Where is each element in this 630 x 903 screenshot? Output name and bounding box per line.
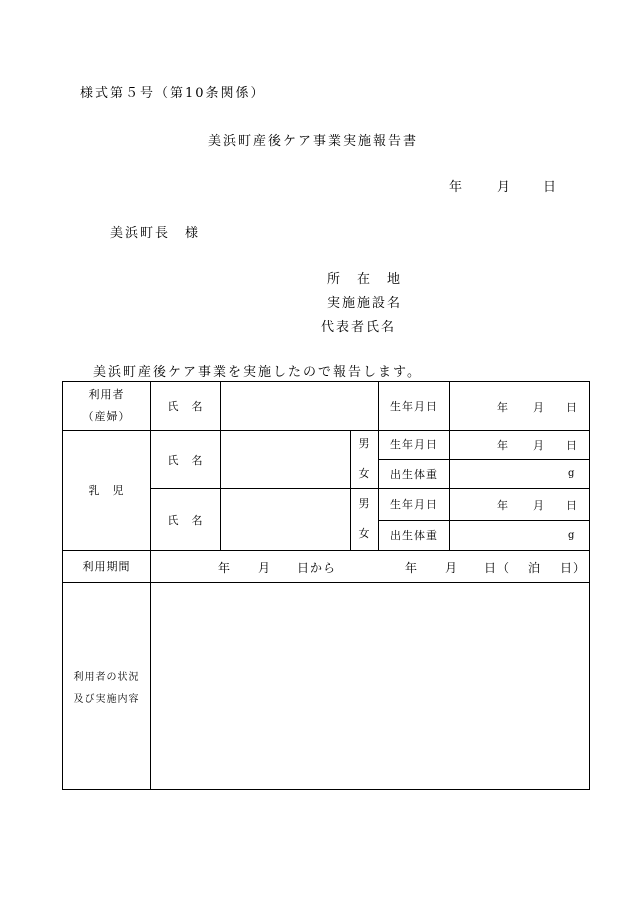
infant1-birth-month: 月 xyxy=(533,439,545,452)
period-from-month: 月 xyxy=(258,561,272,575)
infant1-name-label: 氏 名 xyxy=(167,454,204,467)
infant2-name-label: 氏 名 xyxy=(167,514,204,527)
mother-birth-year: 年 xyxy=(497,401,509,414)
representative-label: 代表者氏名 xyxy=(321,320,397,335)
infant1-birth-day: 日 xyxy=(566,439,578,452)
infant1-birth-year: 年 xyxy=(497,439,509,452)
status-sub-label: 及び実施内容 xyxy=(73,693,140,705)
page-title: 美浜町産後ケア事業実施報告書 xyxy=(208,134,419,149)
addressee: 美浜町長 様 xyxy=(110,226,201,241)
infant1-birthdate-label: 生年月日 xyxy=(390,438,438,451)
infant2-weight-label: 出生体重 xyxy=(390,529,438,542)
infant2-sex-male[interactable]: 男 xyxy=(358,497,371,510)
mother-name-field[interactable] xyxy=(221,382,378,430)
status-content-field[interactable] xyxy=(151,583,589,789)
infant1-weight-unit: g xyxy=(568,468,576,479)
period-from-day: 日から xyxy=(297,561,337,575)
user-label: 利用者 xyxy=(88,388,125,401)
intro-text: 美浜町産後ケア事業を実施したので報告します。 xyxy=(93,365,422,380)
infant2-birth-month: 月 xyxy=(533,499,545,512)
infant-label: 乳 児 xyxy=(88,484,125,497)
infant2-birthdate-label: 生年月日 xyxy=(390,498,438,511)
period-from-year: 年 xyxy=(218,561,232,575)
period-to-day: 日（ xyxy=(484,561,511,575)
date-day-label: 日 xyxy=(543,180,559,195)
infant2-name-field[interactable] xyxy=(221,489,350,550)
stay-nights-label: 泊 xyxy=(528,561,542,575)
date-year-label: 年 xyxy=(449,180,465,195)
period-to-month: 月 xyxy=(445,561,459,575)
user-sub-label: （産婦） xyxy=(82,410,131,423)
period-to-year: 年 xyxy=(405,561,419,575)
mother-birth-day: 日 xyxy=(566,401,578,414)
mother-birthdate-label: 生年月日 xyxy=(390,400,438,413)
infant2-sex-female[interactable]: 女 xyxy=(358,527,371,540)
period-label: 利用期間 xyxy=(82,560,131,573)
infant2-birth-day: 日 xyxy=(566,499,578,512)
infant1-sex-female[interactable]: 女 xyxy=(358,467,371,480)
address-label: 所 在 地 xyxy=(327,272,403,287)
mother-name-label: 氏 名 xyxy=(167,400,204,413)
infant2-birth-year: 年 xyxy=(497,499,509,512)
infant1-weight-label: 出生体重 xyxy=(390,468,438,481)
form-number: 様式第５号（第10条関係） xyxy=(80,86,266,101)
date-month-label: 月 xyxy=(497,180,513,195)
status-label: 利用者の状況 xyxy=(73,671,140,683)
infant1-sex-male[interactable]: 男 xyxy=(358,437,371,450)
facility-name-label: 実施施設名 xyxy=(327,296,403,311)
infant2-weight-unit: g xyxy=(568,530,576,541)
infant1-name-field[interactable] xyxy=(221,431,350,488)
stay-days-label: 日） xyxy=(560,561,587,575)
mother-birth-month: 月 xyxy=(533,401,545,414)
